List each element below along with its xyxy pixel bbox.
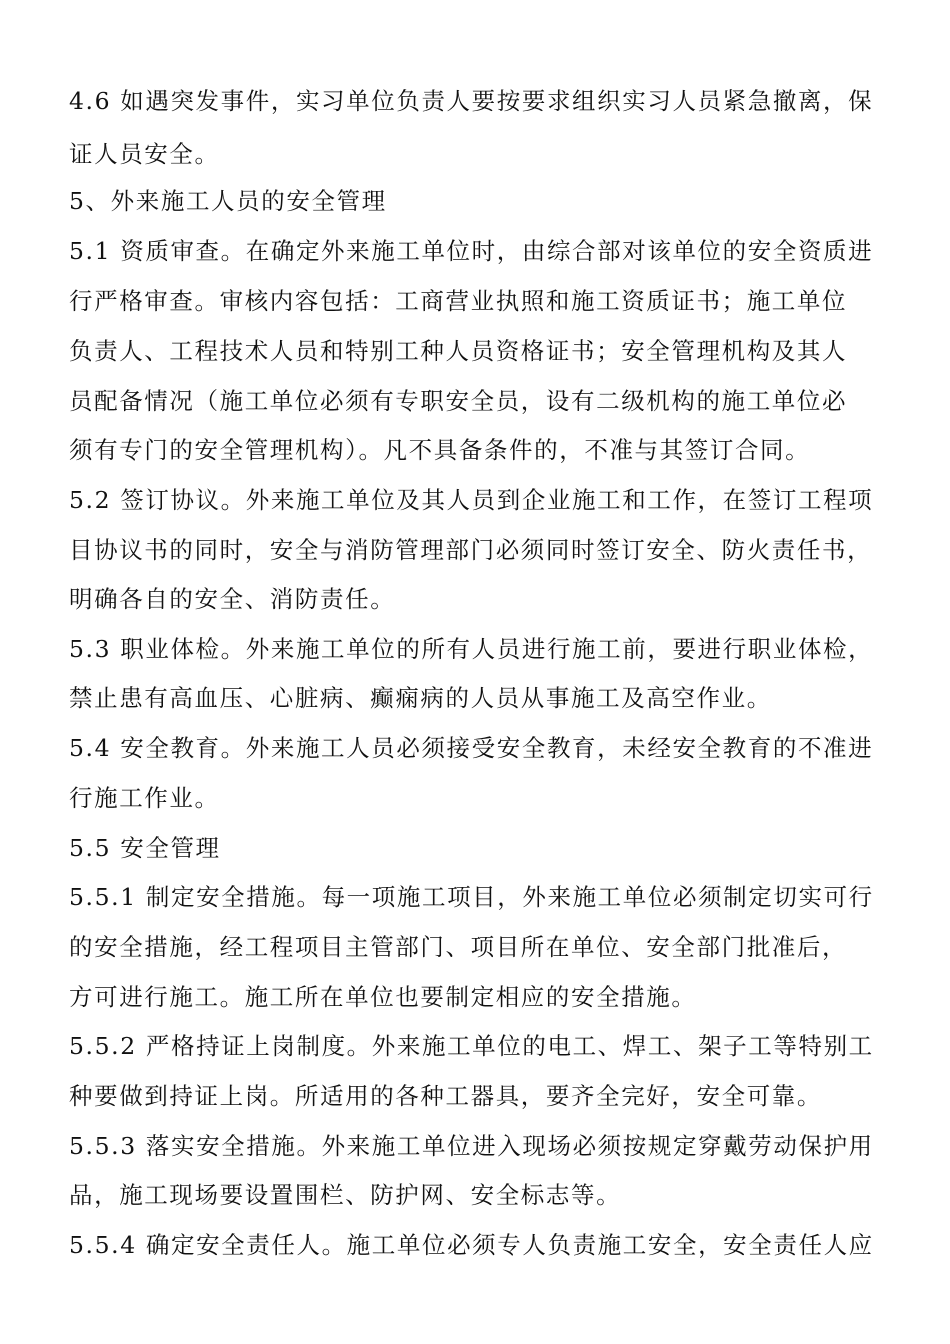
text-line-15: 行施工作业。 [69, 784, 220, 812]
text-line-14: 5.4 安全教育。外来施工人员必须接受安全教育，未经安全教育的不准进 [69, 734, 874, 762]
text-line-18: 的安全措施，经工程项目主管部门、项目所在单位、安全部门批准后， [69, 933, 848, 961]
text-line-17: 5.5.1 制定安全措施。每一项施工项目，外来施工单位必须制定切实可行 [69, 883, 874, 911]
text-line-8: 须有专门的安全管理机构）。凡不具备条件的，不准与其签订合同。 [69, 436, 811, 464]
text-line-11: 明确各自的安全、消防责任。 [69, 585, 396, 613]
text-line-6: 负责人、工程技术人员和特别工种人员资格证书；安全管理机构及其人 [69, 337, 848, 365]
text-line-19: 方可进行施工。施工所在单位也要制定相应的安全措施。 [69, 983, 697, 1011]
section-heading-5-5: 5.5 安全管理 [69, 834, 221, 862]
text-line-22: 5.5.3 落实安全措施。外来施工单位进入现场必须按规定穿戴劳动保护用 [69, 1132, 874, 1160]
section-heading-5: 5、外来施工人员的安全管理 [69, 187, 387, 215]
text-line-13: 禁止患有高血压、心脏病、癫痫病的人员从事施工及高空作业。 [69, 684, 772, 712]
text-line-4: 5.1 资质审查。在确定外来施工单位时，由综合部对该单位的安全资质进 [69, 237, 874, 265]
text-line-9: 5.2 签订协议。外来施工单位及其人员到企业施工和工作，在签订工程项 [69, 486, 874, 514]
text-line-1: 4.6 如遇突发事件，实习单位负责人要按要求组织实习人员紧急撤离，保 [69, 87, 874, 115]
text-line-12: 5.3 职业体检。外来施工单位的所有人员进行施工前，要进行职业体检， [69, 635, 874, 663]
text-line-21: 种要做到持证上岗。所适用的各种工器具，要齐全完好，安全可靠。 [69, 1082, 822, 1110]
text-line-10: 目协议书的同时，安全与消防管理部门必须同时签订安全、防火责任书， [69, 536, 873, 564]
text-line-7: 员配备情况（施工单位必须有专职安全员，设有二级机构的施工单位必 [69, 387, 848, 415]
text-line-24: 5.5.4 确定安全责任人。施工单位必须专人负责施工安全，安全责任人应 [69, 1231, 874, 1259]
text-line-5: 行严格审查。审核内容包括：工商营业执照和施工资质证书；施工单位 [69, 287, 848, 315]
text-line-20: 5.5.2 严格持证上岗制度。外来施工单位的电工、焊工、架子工等特别工 [69, 1032, 874, 1060]
text-line-23: 品，施工现场要设置围栏、防护网、安全标志等。 [69, 1181, 622, 1209]
text-line-2: 证人员安全。 [69, 140, 220, 168]
